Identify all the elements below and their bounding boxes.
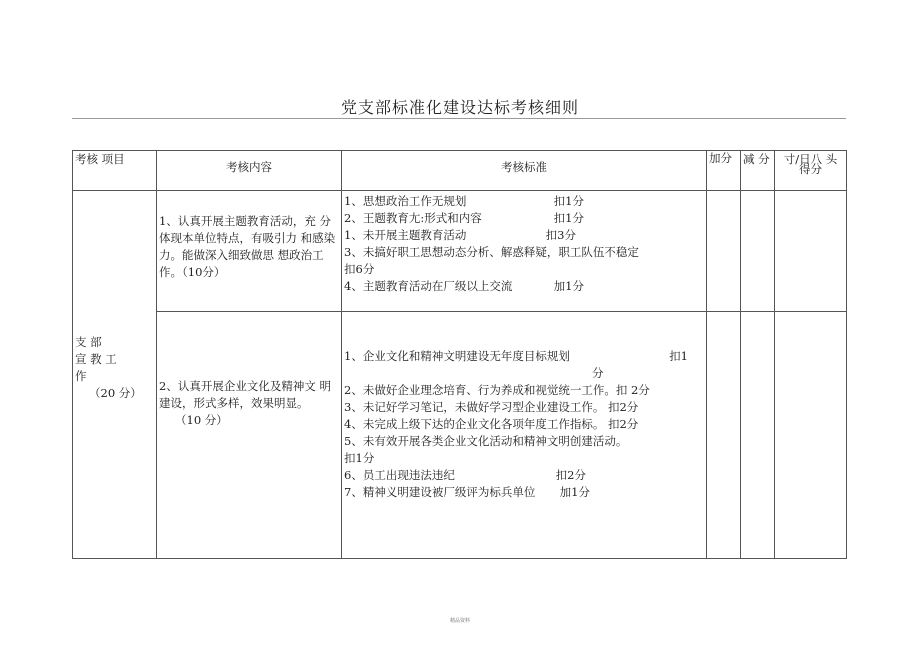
add-score-cell (707, 191, 741, 312)
table-row (73, 312, 847, 559)
content-cell: 2、认真开展企业文化及精神文 明建设，形式多样，效果明显。 （10 分） (157, 312, 342, 559)
standard-line: 1、企业文化和精神文明建设无年度目标规划 扣1 (344, 349, 688, 363)
department-line3: 作 (75, 368, 87, 383)
standard-line: 6、员工出现违法违纪 扣2分 (344, 468, 586, 482)
department-cell (73, 191, 157, 559)
final-score-cell (775, 312, 847, 559)
department-score: （20 分） (89, 385, 142, 400)
standard-line: 5、未有效开展各类企业文化活动和精神文明创建活动。 (344, 434, 628, 448)
content-cell: 1、认真开展主题教育活动，充 分体现本单位特点，有吸引力 和感染力。能做深入细致做思 想政治工作。（10分） (157, 191, 342, 312)
standard-cell (342, 312, 707, 559)
standard-line: 1、未开展主题教育活动 扣3分 (344, 228, 576, 242)
header-standard: 考核标准 (342, 151, 707, 191)
footer-text: 精品资料 (449, 618, 470, 624)
standard-line: 3、未搞好职工思想动态分析、解惑释疑，职工队伍不稳定 (344, 245, 639, 259)
header-content: 考核内容 (157, 151, 342, 191)
table-row (73, 191, 847, 312)
standard-line: 4、未完成上级下达的企业文化各项年度工作指标。 扣2分 (344, 417, 639, 431)
standard-line: 7、精神义明建设被厂级评为标兵单位 加1分 (344, 485, 590, 499)
deduct-score-cell (741, 312, 775, 559)
standard-cell (342, 191, 707, 312)
standard-line: 1、思想政治工作无规划 扣1分 (344, 194, 584, 208)
header-row (73, 151, 847, 191)
document-title: 党支部标准化建设达标考核细则 (340, 98, 579, 117)
final-score-cell (775, 191, 847, 312)
header-deduct: 减 分 (741, 151, 775, 191)
add-score-cell (707, 312, 741, 559)
standard-line: 分 (592, 366, 604, 380)
standard-line: 扣1分 (344, 451, 375, 465)
assessment-table (72, 150, 847, 559)
header-add: 加分 (707, 151, 741, 191)
standard-line: 3、未记好学习笔记，未做好学习型企业建设工作。 扣2分 (344, 400, 639, 414)
standard-line: 2、王题教育尢:形式和内容 扣1分 (344, 211, 584, 225)
deduct-score-cell (741, 191, 775, 312)
title-underline (72, 118, 846, 119)
department-line2: 宣 教 工 (75, 351, 117, 366)
standard-line: 2、未做好企业理念培育、行为养成和视觉统一工作。扣 2分 (344, 383, 650, 397)
standard-line: 扣6分 (344, 262, 375, 276)
standard-line: 4、主题教育活动在厂级以上交流 加1分 (344, 279, 584, 293)
header-item: 考核 项目 (73, 151, 157, 191)
content-score: （10 分） (175, 413, 228, 427)
header-final-score: 寸/日八 头 得分 (775, 151, 847, 191)
department-line1: 支 部 (75, 334, 102, 349)
